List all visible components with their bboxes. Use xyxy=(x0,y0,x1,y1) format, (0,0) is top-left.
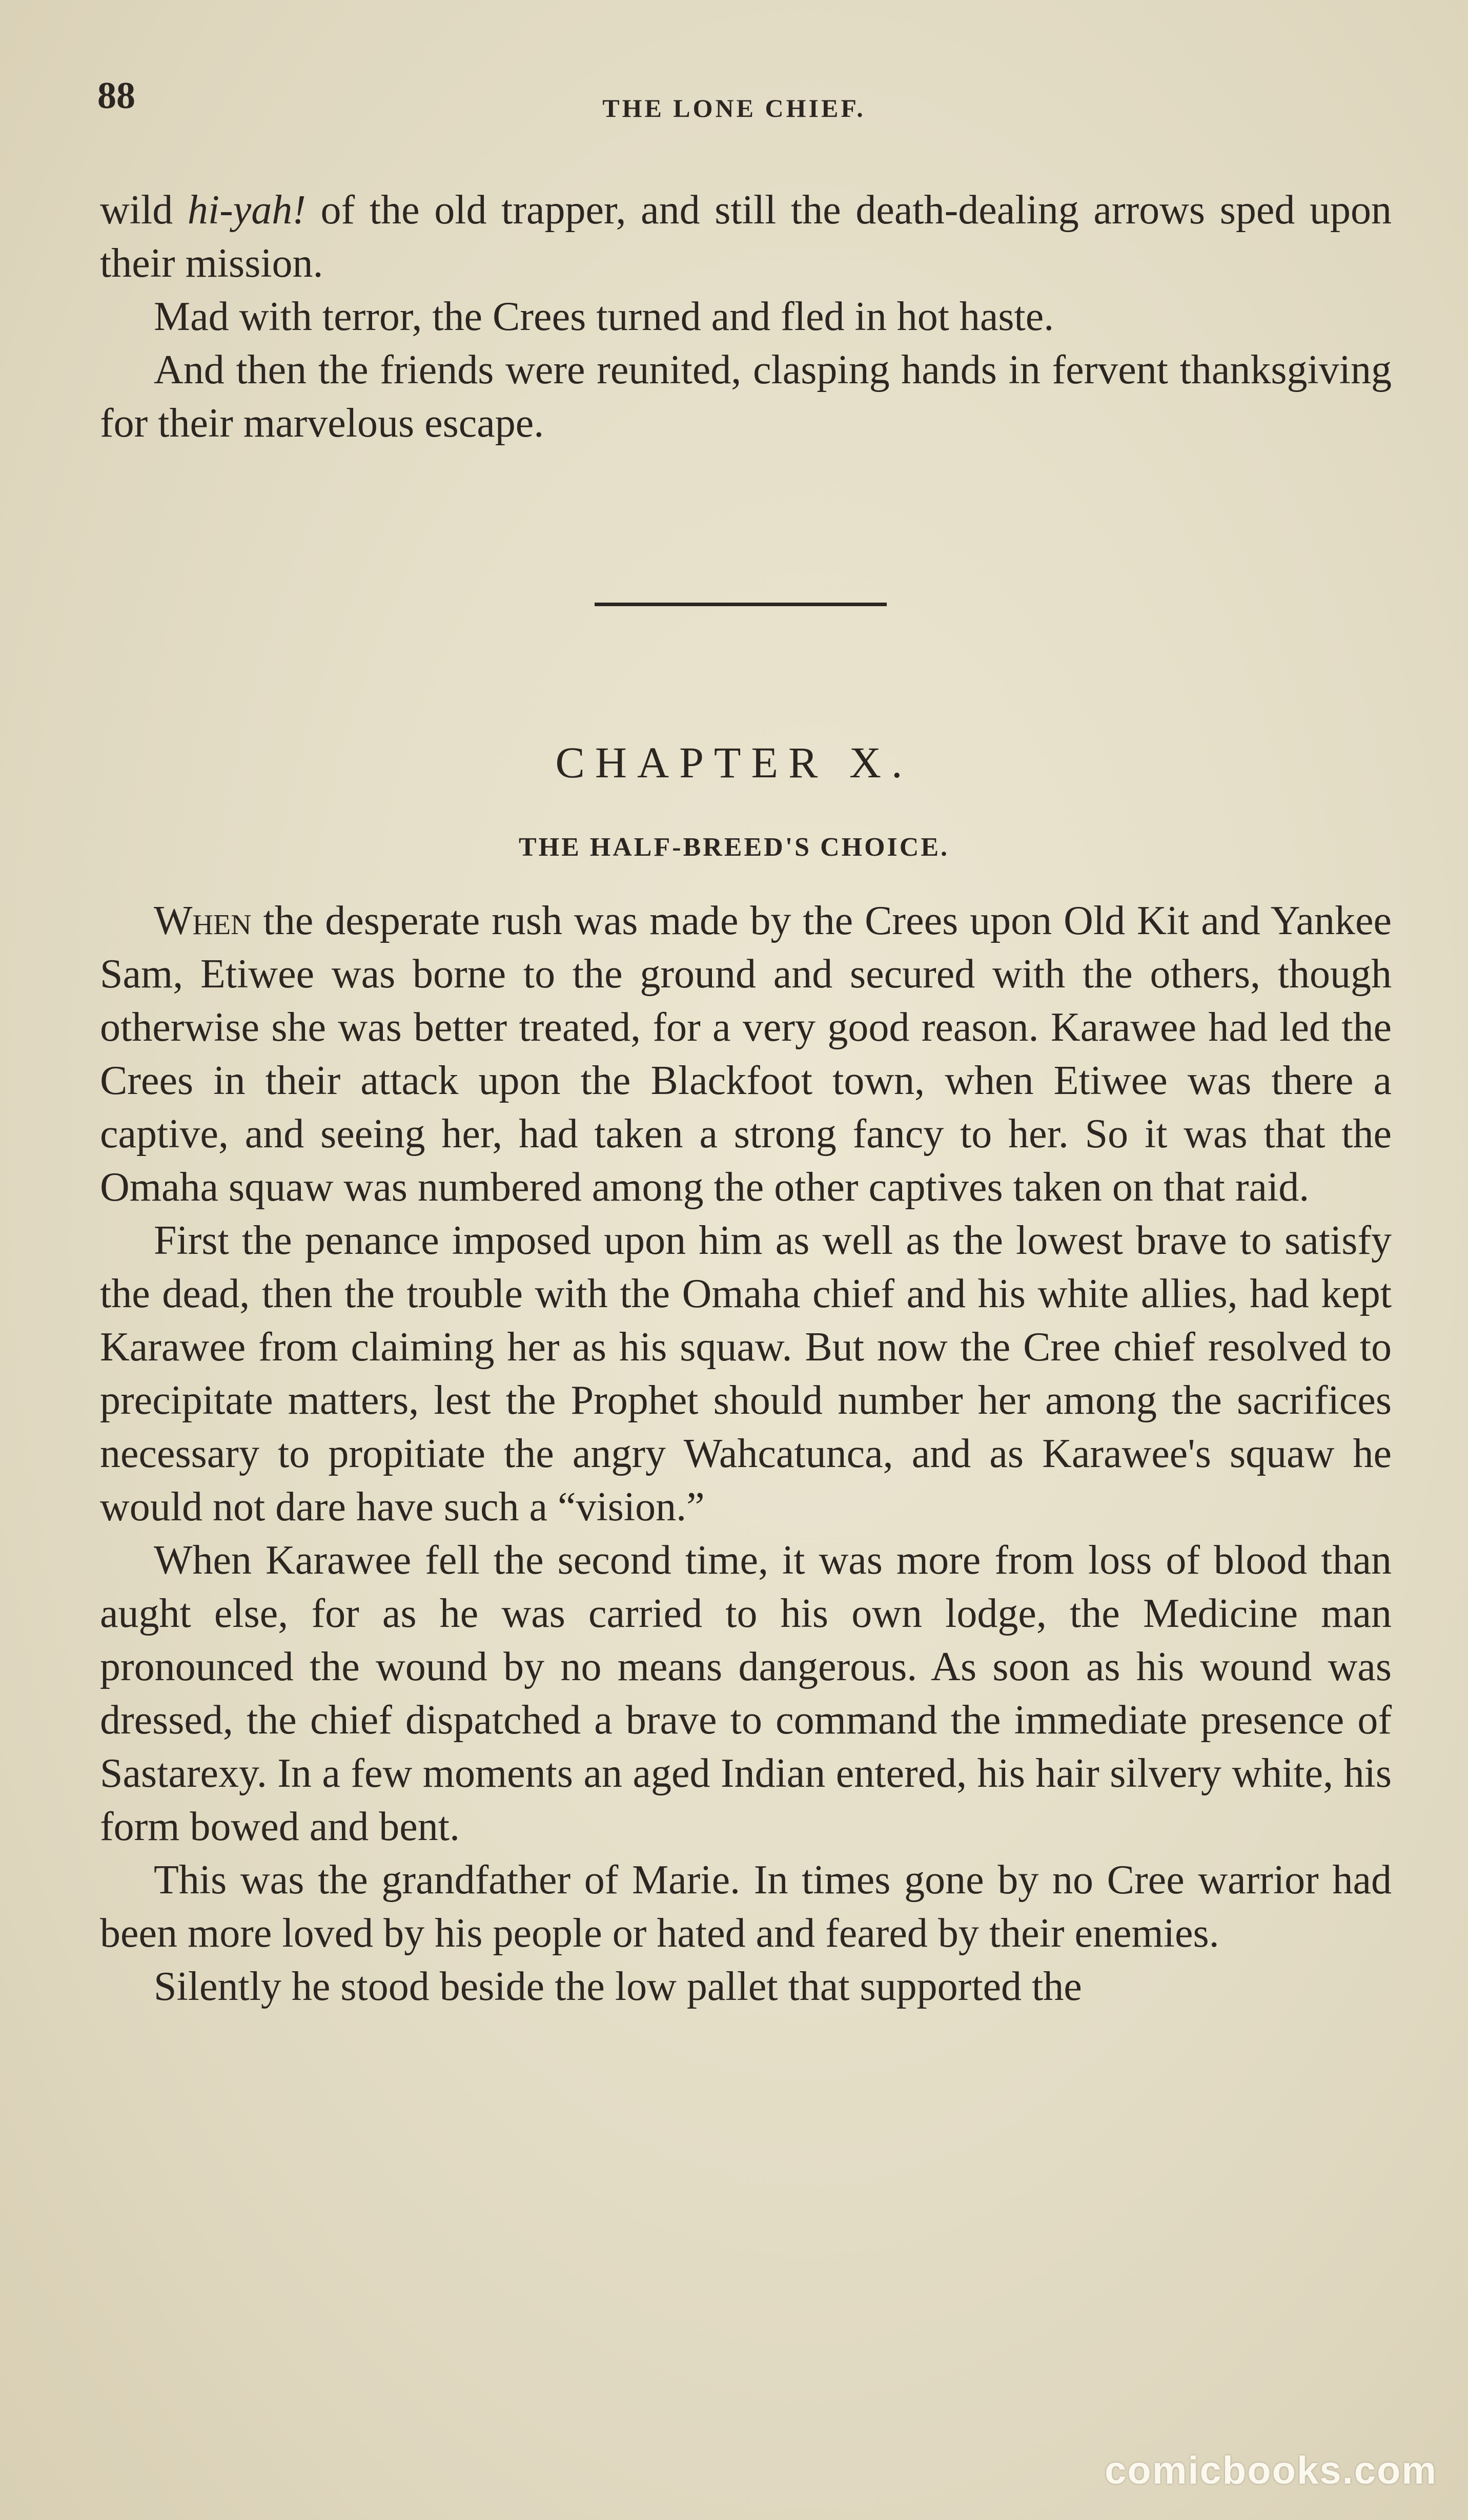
watermark: comicbooks.com xyxy=(1105,2449,1437,2492)
paragraph xyxy=(100,894,1392,1214)
page-number: 88 xyxy=(97,75,135,117)
paragraph-text: the desperate rush was made by the Crees upon Old Kit and Yankee Sam, Etiwee was borne to the ground and secured with the others, though otherwise she was better treated, for a very good reason. Karawee had led the Crees in their attack upon the Blackfoot town, when Etiwee was there a captive, and seeing her, had taken a strong fancy to her. So it was that the Omaha squaw was numbered among the other captives taken on that raid. xyxy=(100,898,1392,1210)
paragraph: And then the friends were reunited, clasping hands in fervent thanksgiving for their marvelous escape. xyxy=(100,347,1392,446)
paragraph: Silently he stood beside the low pallet that supported the xyxy=(154,1964,1082,2009)
paragraph: When Karawee fell the second time, it was more from loss of blood than aught else, for as he was carried to his own lodge, the Medicine man pronounced the wound by no means dangerous. As soon as his wound was dressed, the chief dispatched a brave to command the immediate presence of Sastarexy. In a few moments an aged Indian entered, his hair silvery white, his form bowed and bent. xyxy=(100,1538,1392,1849)
paragraph-text: of the old trapper, and still the death-dealing arrows sped upon their mission. xyxy=(100,188,1392,286)
chapter-body xyxy=(100,894,1392,2013)
paragraph: First the penance imposed upon him as well as the lowest brave to satisfy the dead, then the trouble with the Omaha chief and his white allies, had kept Karawee from claiming her as his squaw. But now the Cree chief resolved to precipitate matters, lest the Prophet should number her among the sacrifices necessary to propitiate the angry Wahcatunca, and as Karawee's squaw he would not dare have such a “vision.” xyxy=(100,1218,1392,1530)
paragraph xyxy=(100,183,1392,290)
chapter-subtitle: THE HALF-BREED'S CHOICE. xyxy=(518,833,950,862)
previous-chapter-ending xyxy=(100,183,1392,450)
paragraph-text: wild xyxy=(100,188,188,233)
lead-word: When xyxy=(154,898,252,943)
italic-exclamation: hi-yah! xyxy=(187,188,306,233)
running-head: THE LONE CHIEF. xyxy=(602,94,866,122)
paragraph: Mad with terror, the Crees turned and fled in hot haste. xyxy=(154,294,1054,339)
paragraph: This was the grandfather of Marie. In times gone by no Cree warrior had been more loved by his people or hated and feared by their enemies. xyxy=(100,1857,1392,1956)
section-divider-rule xyxy=(595,603,887,606)
chapter-title: CHAPTER X. xyxy=(555,738,913,787)
